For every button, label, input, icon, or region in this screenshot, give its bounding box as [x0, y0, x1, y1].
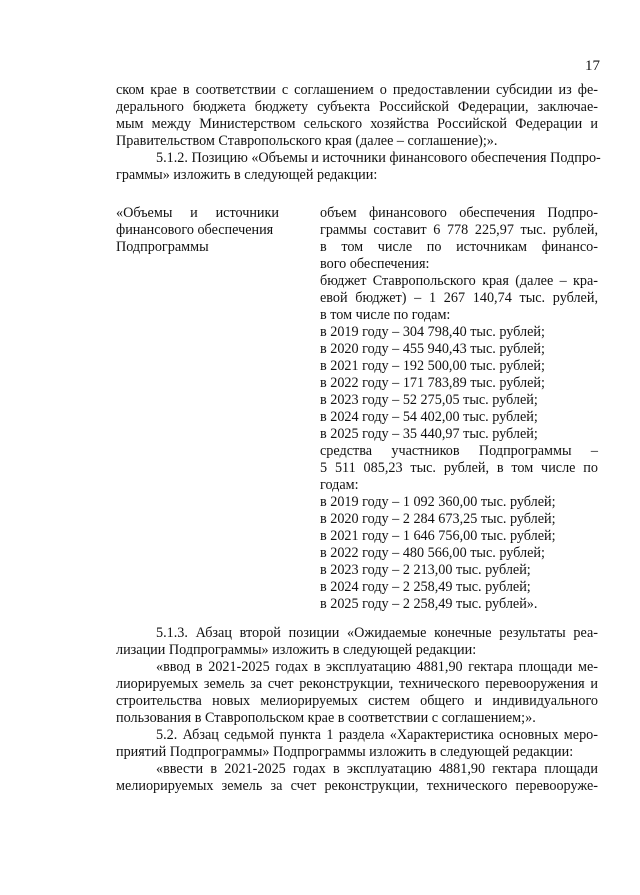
page-number: 17: [585, 58, 600, 74]
text-line: в 2024 году – 54 402,00 тыс. рублей;: [320, 409, 538, 425]
text-line: в 2020 году – 2 284 673,25 тыс. рублей;: [320, 511, 556, 527]
text-line: пользования в Ставропольском крае в соответствии с соглашением;».: [116, 710, 536, 726]
text-line: в 2022 году – 171 783,89 тыс. рублей;: [320, 375, 545, 391]
text-line: ском крае в соответствии с соглашением о предоставлении субсидии из фе-: [116, 82, 598, 98]
text-line: объем финансового обеспечения Подпро-: [320, 205, 598, 221]
text-line: в 2019 году – 1 092 360,00 тыс. рублей;: [320, 494, 556, 510]
text-line: строительства новых мелиорируемых систем общего и индивидуального: [116, 693, 598, 709]
text-line: мелиорируемых земель за счет реконструкции, технического перевооруже-: [116, 778, 598, 794]
text-line: финансового обеспечения: [116, 222, 274, 238]
text-line: вого обеспечения:: [320, 256, 430, 272]
text-line: приятий Подпрограммы» Подпрограммы изложить в следующей редакции:: [116, 744, 574, 760]
text-line: «Объемы и источники: [116, 205, 279, 221]
text-line: в 2024 году – 2 258,49 тыс. рублей;: [320, 579, 531, 595]
text-line: в 2021 году – 192 500,00 тыс. рублей;: [320, 358, 545, 374]
text-line: лиорируемых земель за счет реконструкции, технического перевооружения и: [116, 676, 598, 692]
text-line: «ввести в 2021-2025 годах в эксплуатацию 4881,90 гектара площади: [156, 761, 598, 777]
text-line: граммы составит 6 778 225,97 тыс. рублей,: [320, 222, 598, 238]
text-line: средства участников Подпрограммы –: [320, 443, 598, 459]
text-line: 5.2. Абзац седьмой пункта 1 раздела «Характеристика основных меро-: [156, 727, 598, 743]
lower-paragraphs: [116, 625, 598, 795]
text-line: в 2019 году – 304 798,40 тыс. рублей;: [320, 324, 545, 340]
table-right-cell: [320, 205, 598, 613]
table-left-cell: [116, 205, 279, 256]
text-line: граммы» изложить в следующей редакции:: [116, 167, 378, 183]
text-line: 5 511 085,23 тыс. рублей, в том числе по: [320, 460, 598, 476]
text-line: в том числе по источникам финансо-: [320, 239, 598, 255]
text-line: в 2020 году – 455 940,43 тыс. рублей;: [320, 341, 545, 357]
text-line: в 2025 году – 35 440,97 тыс. рублей;: [320, 426, 538, 442]
text-line: годам:: [320, 477, 359, 493]
text-line: «ввод в 2021-2025 годах в эксплуатацию 4881,90 гектара площади ме-: [156, 659, 598, 675]
text-line: в 2023 году – 52 275,05 тыс. рублей;: [320, 392, 538, 408]
text-line: лизации Подпрограммы» изложить в следующей редакции:: [116, 642, 477, 658]
text-line: 5.1.3. Абзац второй позиции «Ожидаемые конечные результаты реа-: [156, 625, 598, 641]
text-line: в том числе по годам:: [320, 307, 451, 323]
text-line: дерального бюджета бюджету субъекта Российской Федерации, заключае-: [116, 99, 598, 115]
text-line: бюджет Ставропольского края (далее – кра-: [320, 273, 598, 289]
text-line: Подпрограммы: [116, 239, 209, 255]
text-line: евой бюджет) – 1 267 140,74 тыс. рублей,: [320, 290, 598, 306]
text-line: в 2021 году – 1 646 756,00 тыс. рублей;: [320, 528, 556, 544]
text-line: Правительством Ставропольского края (далее – соглашение);».: [116, 133, 498, 149]
text-line: в 2023 году – 2 213,00 тыс. рублей;: [320, 562, 531, 578]
text-line: мым между Министерством сельского хозяйства Российской Федерации и: [116, 116, 598, 132]
text-line: в 2022 году – 480 566,00 тыс. рублей;: [320, 545, 545, 561]
text-line: 5.1.2. Позицию «Объемы и источники финансового обеспечения Подпро-: [156, 150, 601, 166]
text-line: в 2025 году – 2 258,49 тыс. рублей».: [320, 596, 538, 612]
intro-paragraph: [116, 82, 601, 184]
